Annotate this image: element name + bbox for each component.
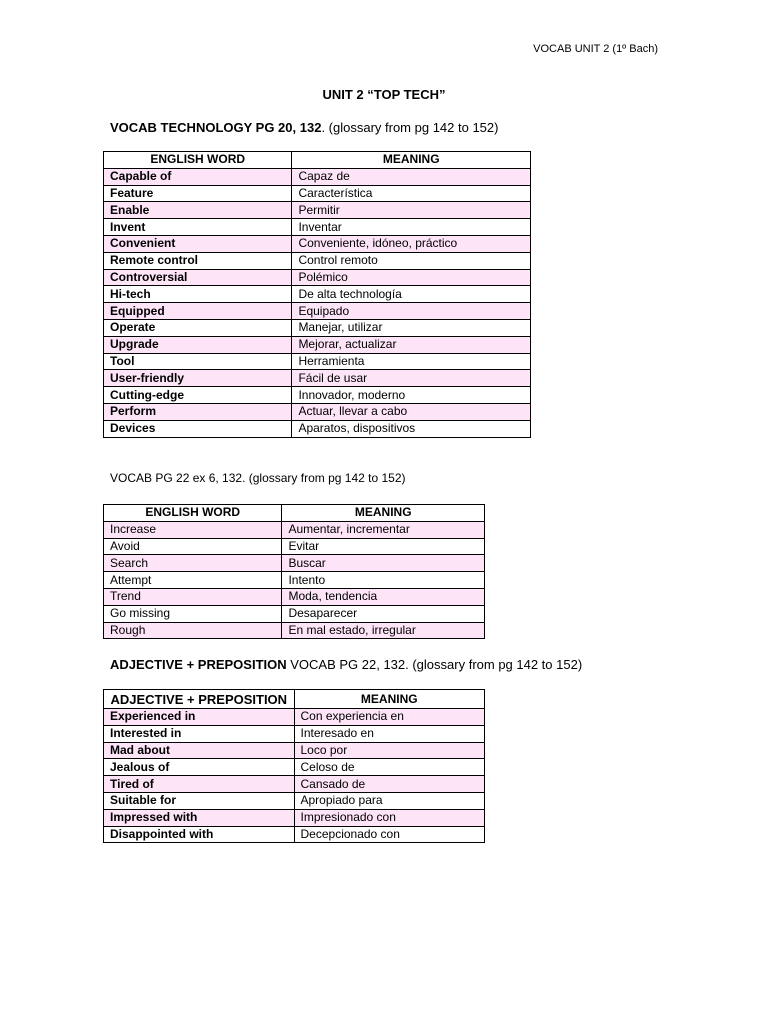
table-row xyxy=(104,319,531,336)
cell-meaning: Intento xyxy=(282,572,485,589)
table-row xyxy=(104,202,531,219)
table-row xyxy=(104,521,485,538)
cell-meaning: Herramienta xyxy=(292,353,531,370)
table-row xyxy=(104,809,485,826)
cell-english-word: Go missing xyxy=(104,605,282,622)
table-row xyxy=(104,353,531,370)
table-header-row xyxy=(104,690,485,709)
section2-heading: VOCAB PG 22 ex 6, 132. (glossary from pg 142 to 152) xyxy=(110,471,406,485)
technology-vocab-table xyxy=(103,151,531,438)
cell-english-word: Invent xyxy=(104,219,292,236)
table-row xyxy=(104,286,531,303)
table-row xyxy=(104,605,485,622)
section1-heading-rest: . (glossary from pg 142 to 152) xyxy=(321,120,499,135)
cell-meaning: Mejorar, actualizar xyxy=(292,336,531,353)
cell-english-word: Equipped xyxy=(104,303,292,320)
cell-meaning: Control remoto xyxy=(292,252,531,269)
cell-meaning: Fácil de usar xyxy=(292,370,531,387)
cell-meaning: Aumentar, incrementar xyxy=(282,521,485,538)
adjective-preposition-table xyxy=(103,689,485,843)
cell-english-word: Attempt xyxy=(104,572,282,589)
table-header-row xyxy=(104,505,485,522)
table-row xyxy=(104,420,531,437)
table-row xyxy=(104,336,531,353)
cell-english-word: Devices xyxy=(104,420,292,437)
cell-meaning: Apropiado para xyxy=(294,792,485,809)
table-row xyxy=(104,742,485,759)
cell-meaning: De alta technología xyxy=(292,286,531,303)
cell-english-word: Controversial xyxy=(104,269,292,286)
cell-english-word: Trend xyxy=(104,588,282,605)
table-row xyxy=(104,572,485,589)
cell-english-word: Impressed with xyxy=(104,809,295,826)
column-header-word: ADJECTIVE + PREPOSITION xyxy=(104,690,295,709)
vocab-pg22-table xyxy=(103,504,485,639)
table-row xyxy=(104,235,531,252)
cell-meaning: Con experiencia en xyxy=(294,709,485,726)
cell-meaning: En mal estado, irregular xyxy=(282,622,485,639)
cell-meaning: Equipado xyxy=(292,303,531,320)
cell-english-word: Enable xyxy=(104,202,292,219)
cell-english-word: Convenient xyxy=(104,235,292,252)
cell-english-word: Disappointed with xyxy=(104,826,295,843)
table-row xyxy=(104,387,531,404)
table-row xyxy=(104,826,485,843)
cell-meaning: Interesado en xyxy=(294,725,485,742)
cell-meaning: Manejar, utilizar xyxy=(292,319,531,336)
section1-heading xyxy=(110,120,498,135)
table-row xyxy=(104,759,485,776)
table-row xyxy=(104,538,485,555)
cell-english-word: Upgrade xyxy=(104,336,292,353)
table-row xyxy=(104,219,531,236)
cell-english-word: User-friendly xyxy=(104,370,292,387)
table-row xyxy=(104,303,531,320)
cell-english-word: Perform xyxy=(104,403,292,420)
table-row xyxy=(104,555,485,572)
cell-english-word: Avoid xyxy=(104,538,282,555)
cell-english-word: Suitable for xyxy=(104,792,295,809)
cell-english-word: Experienced in xyxy=(104,709,295,726)
cell-meaning: Impresionado con xyxy=(294,809,485,826)
table-row xyxy=(104,725,485,742)
cell-meaning: Permitir xyxy=(292,202,531,219)
cell-meaning: Decepcionado con xyxy=(294,826,485,843)
cell-meaning: Moda, tendencia xyxy=(282,588,485,605)
cell-english-word: Interested in xyxy=(104,725,295,742)
table-row xyxy=(104,403,531,420)
table-row xyxy=(104,185,531,202)
cell-meaning: Actuar, llevar a cabo xyxy=(292,403,531,420)
cell-english-word: Hi-tech xyxy=(104,286,292,303)
section3-heading xyxy=(110,657,582,672)
column-header-meaning: MEANING xyxy=(292,152,531,169)
column-header-meaning: MEANING xyxy=(282,505,485,522)
cell-meaning: Evitar xyxy=(282,538,485,555)
page-title: UNIT 2 “TOP TECH” xyxy=(322,87,446,102)
cell-meaning: Capaz de xyxy=(292,168,531,185)
cell-meaning: Aparatos, dispositivos xyxy=(292,420,531,437)
table-row xyxy=(104,370,531,387)
column-header-word: ENGLISH WORD xyxy=(104,505,282,522)
cell-english-word: Capable of xyxy=(104,168,292,185)
cell-english-word: Operate xyxy=(104,319,292,336)
table-body xyxy=(104,709,485,843)
column-header-word: ENGLISH WORD xyxy=(104,152,292,169)
cell-meaning: Polémico xyxy=(292,269,531,286)
cell-meaning: Inventar xyxy=(292,219,531,236)
cell-meaning: Desaparecer xyxy=(282,605,485,622)
cell-meaning: Celoso de xyxy=(294,759,485,776)
column-header-meaning: MEANING xyxy=(294,690,485,709)
table-row xyxy=(104,252,531,269)
table-body xyxy=(104,168,531,437)
cell-meaning: Conveniente, idóneo, práctico xyxy=(292,235,531,252)
table-row xyxy=(104,792,485,809)
table-row xyxy=(104,776,485,793)
header-note: VOCAB UNIT 2 (1º Bach) xyxy=(533,43,658,55)
table-row xyxy=(104,709,485,726)
table-body xyxy=(104,521,485,639)
cell-english-word: Rough xyxy=(104,622,282,639)
cell-english-word: Search xyxy=(104,555,282,572)
table-row xyxy=(104,622,485,639)
table-row xyxy=(104,269,531,286)
cell-meaning: Característica xyxy=(292,185,531,202)
section1-heading-bold: VOCAB TECHNOLOGY PG 20, 132 xyxy=(110,120,322,135)
table-row xyxy=(104,588,485,605)
cell-meaning: Loco por xyxy=(294,742,485,759)
cell-english-word: Mad about xyxy=(104,742,295,759)
cell-meaning: Innovador, moderno xyxy=(292,387,531,404)
table-row xyxy=(104,168,531,185)
cell-english-word: Remote control xyxy=(104,252,292,269)
cell-meaning: Buscar xyxy=(282,555,485,572)
cell-meaning: Cansado de xyxy=(294,776,485,793)
cell-english-word: Feature xyxy=(104,185,292,202)
table-header-row xyxy=(104,152,531,169)
cell-english-word: Tired of xyxy=(104,776,295,793)
cell-english-word: Increase xyxy=(104,521,282,538)
cell-english-word: Jealous of xyxy=(104,759,295,776)
cell-english-word: Tool xyxy=(104,353,292,370)
section3-heading-bold: ADJECTIVE + PREPOSITION xyxy=(110,657,287,672)
section3-heading-rest: VOCAB PG 22, 132. (glossary from pg 142 to 152) xyxy=(286,657,583,672)
cell-english-word: Cutting-edge xyxy=(104,387,292,404)
